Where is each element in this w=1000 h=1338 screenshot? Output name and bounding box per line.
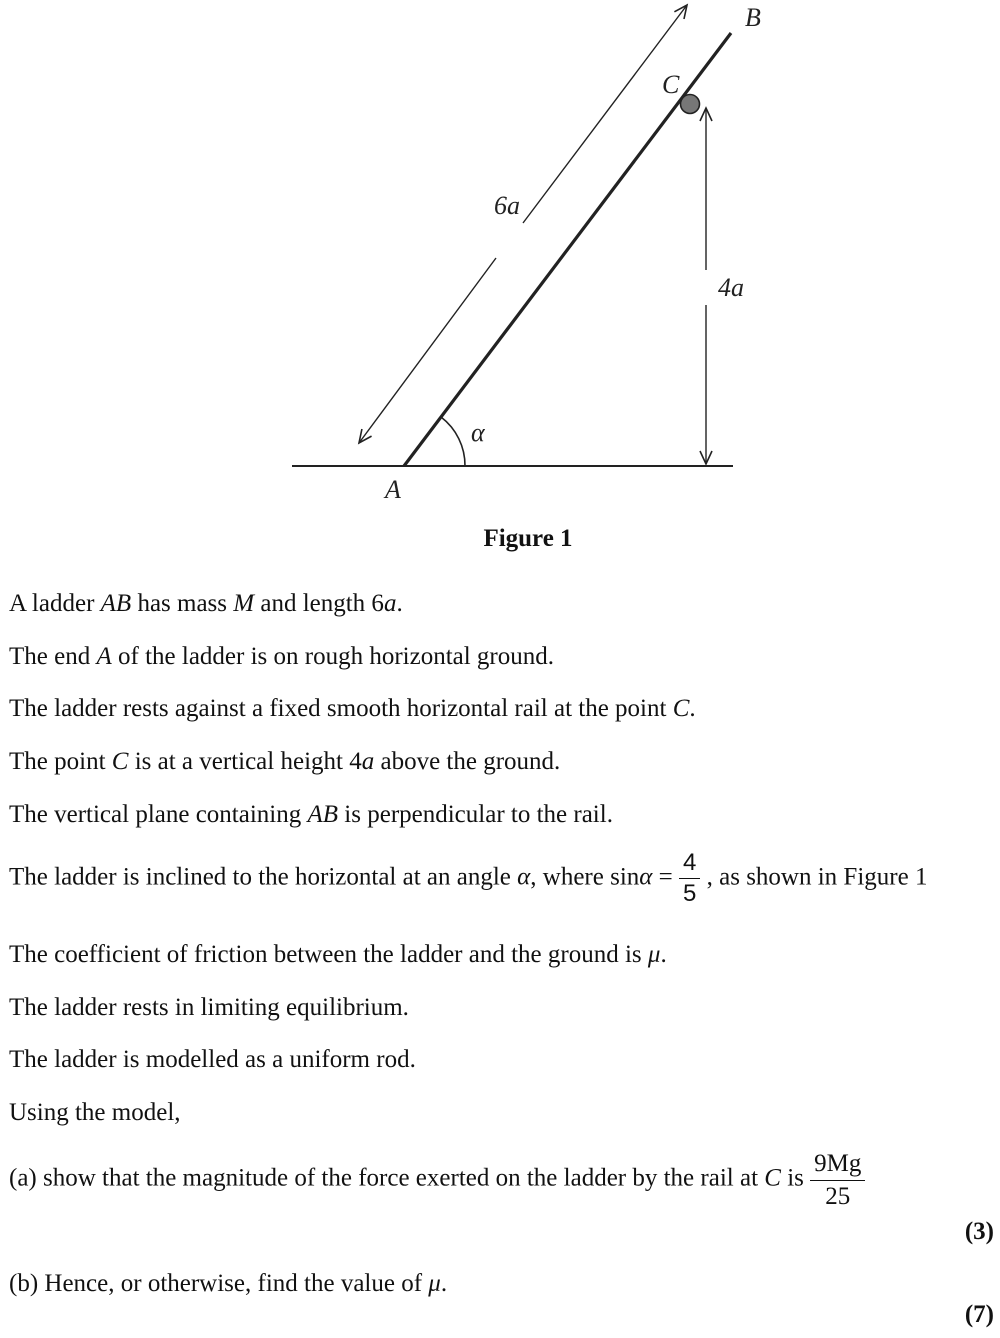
marks-part-a: (3) [964,1218,994,1245]
question-line-8: The ladder rests in limiting equilibrium. [9,994,409,1021]
question-line-7: The coefficient of friction between the ladder and the ground is μ. [9,941,667,968]
question-line-2: The end A of the ladder is on rough horizontal ground. [9,643,555,670]
question-part-a: (a) show that the magnitude of the force exerted on the ladder by the rail at C is $\frac{9Mg}{25}$ [9,1150,865,1210]
label-alpha: α [471,418,485,447]
label-c: C [662,70,680,99]
length-6a-dimension-arrow [523,5,687,223]
question-line-3: The ladder rests against a fixed smooth horizontal rail at the point C. [9,695,696,722]
length-6a-dimension-arrow-lower [359,258,496,443]
label-4a: 4a [718,273,744,302]
question-line-10: Using the model, [9,1099,181,1126]
marks-part-b: (7) [964,1301,994,1328]
figure-caption: Figure 1 [483,525,573,552]
question-line-6: The ladder is inclined to the horizontal at an angle α, where sinα = $\frac{4}{5}$ , as shown in Figure 1 [9,849,928,908]
question-line-4: The point C is at a vertical height 4a above the ground. [9,748,561,775]
question-line-1: A ladder AB has mass M and length 6a. [9,590,403,617]
question-line-5: The vertical plane containing AB is perpendicular to the rail. [9,801,613,828]
label-a: A [385,475,401,504]
rail-c [681,95,700,114]
sin-alpha-fraction: $\frac{4}{5}$ [679,850,700,908]
label-b: B [745,3,761,32]
question-part-b: (b) Hence, or otherwise, find the value of μ. [9,1270,448,1297]
question-line-9: The ladder is modelled as a uniform rod. [9,1046,416,1073]
angle-alpha-arc [441,417,465,466]
label-6a: 6a [494,191,520,220]
force-fraction: $\frac{9Mg}{25}$ [810,1150,865,1210]
figure-1-diagram [0,0,1000,520]
